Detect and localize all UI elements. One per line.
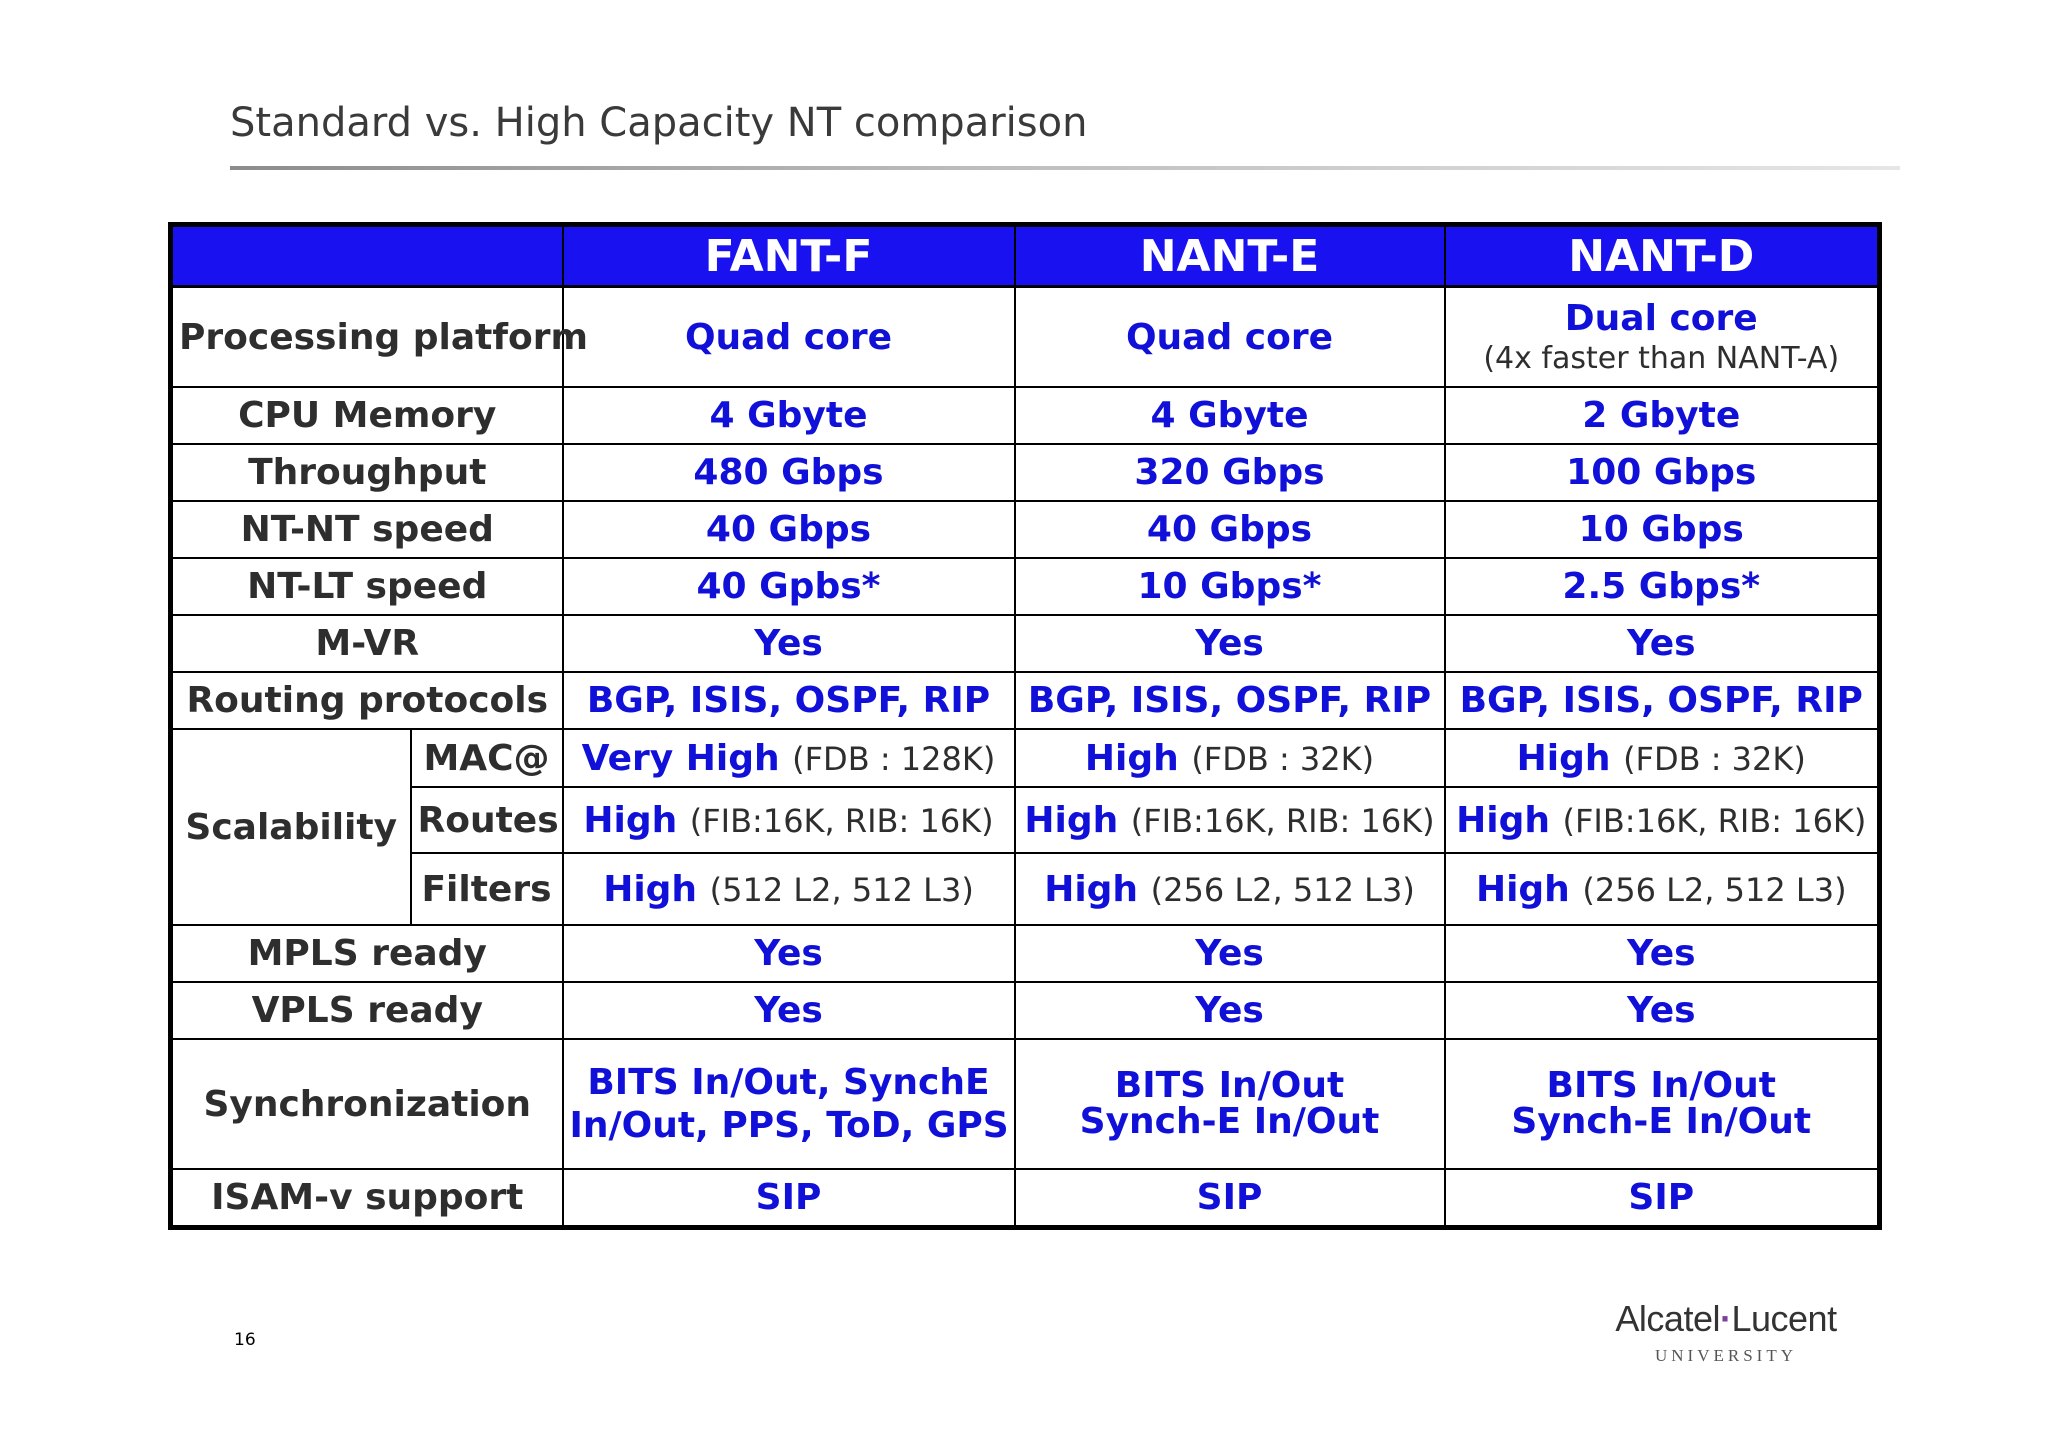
row-label-routing-protocols: Routing protocols: [171, 672, 563, 729]
nant-e-sync-line-1: BITS In/Out: [1114, 1065, 1345, 1106]
sub-label-mac: MAC@: [411, 729, 563, 787]
row-label-nt-lt-speed: NT-LT speed: [171, 558, 563, 615]
cell-nant-d-mpls-ready: Yes: [1445, 925, 1880, 982]
cell-nant-e-filters: [1015, 853, 1445, 925]
cell-nant-e-isam-v-support: SIP: [1015, 1169, 1445, 1228]
row-label-isam-v-support: ISAM-v support: [171, 1169, 563, 1228]
row-label-nt-nt-speed: NT-NT speed: [171, 501, 563, 558]
table-row-scalability-filters: [171, 853, 1880, 925]
cell-nant-e-throughput: 320 Gbps: [1015, 444, 1445, 501]
cell-fant-f-isam-v-support: SIP: [563, 1169, 1015, 1228]
nant-d-filters-note: (256 L2, 512 L3): [1582, 870, 1847, 909]
cell-fant-f-m-vr: Yes: [563, 615, 1015, 672]
table-row-isam-v-support: [171, 1169, 1880, 1228]
row-label-cpu-memory: CPU Memory: [171, 387, 563, 444]
table-row-cpu-memory: [171, 387, 1880, 444]
sub-label-routes: Routes: [411, 787, 563, 853]
table-header-row: [171, 225, 1880, 287]
cell-nant-d-synchronization: [1445, 1039, 1880, 1169]
nant-d-processing-note: (4x faster than NANT-A): [1483, 340, 1840, 376]
logo-wordmark: [1606, 1298, 1846, 1340]
cell-nant-d-filters: [1445, 853, 1880, 925]
fant-f-routes-note: (FIB:16K, RIB: 16K): [689, 801, 994, 840]
fant-f-sync-line-2: In/Out, PPS, ToD, GPS: [569, 1105, 1009, 1146]
row-label-m-vr: M-VR: [171, 615, 563, 672]
header-nant-e: NANT-E: [1015, 225, 1445, 287]
table-row-scalability-routes: [171, 787, 1880, 853]
cell-nant-e-nt-lt-speed: 10 Gbps*: [1015, 558, 1445, 615]
fant-f-sync-line-1: BITS In/Out, SynchE: [587, 1061, 990, 1103]
table-row-routing-protocols: [171, 672, 1880, 729]
row-label-mpls-ready: MPLS ready: [171, 925, 563, 982]
table-row-scalability-mac: [171, 729, 1880, 787]
fant-f-filters-note: (512 L2, 512 L3): [709, 870, 974, 909]
cell-fant-f-filters: [563, 853, 1015, 925]
page-number: 16: [234, 1330, 256, 1350]
table-row-synchronization: [171, 1039, 1880, 1169]
cell-nant-e-cpu-memory: 4 Gbyte: [1015, 387, 1445, 444]
cell-nant-d-processing: [1445, 287, 1880, 388]
nant-e-filters-note: (256 L2, 512 L3): [1150, 870, 1415, 909]
logo-dot-icon: ·: [1719, 1298, 1732, 1339]
cell-nant-d-nt-lt-speed: 2.5 Gbps*: [1445, 558, 1880, 615]
header-corner-cell: [171, 225, 563, 287]
cell-fant-f-mpls-ready: Yes: [563, 925, 1015, 982]
logo-university-text: UNIVERSITY: [1655, 1346, 1797, 1365]
cell-nant-d-m-vr: Yes: [1445, 615, 1880, 672]
cell-fant-f-vpls-ready: Yes: [563, 982, 1015, 1039]
title-underline: [230, 166, 1900, 170]
row-label-synchronization: Synchronization: [171, 1039, 563, 1169]
fant-f-mac-value: Very High: [581, 737, 780, 779]
cell-nant-d-throughput: 100 Gbps: [1445, 444, 1880, 501]
row-label-vpls-ready: VPLS ready: [171, 982, 563, 1039]
table-row-processing: [171, 287, 1880, 388]
nant-d-mac-note: (FDB : 32K): [1623, 739, 1806, 778]
fant-f-filters-value: High: [603, 868, 698, 910]
cell-fant-f-nt-nt-speed: 40 Gbps: [563, 501, 1015, 558]
nant-e-routes-note: (FIB:16K, RIB: 16K): [1130, 801, 1435, 840]
fant-f-routes-value: High: [583, 799, 678, 841]
alcatel-lucent-university-logo: [1606, 1298, 1846, 1366]
cell-fant-f-throughput: 480 Gbps: [563, 444, 1015, 501]
cell-nant-e-mac: [1015, 729, 1445, 787]
table-row-throughput: [171, 444, 1880, 501]
cell-nant-e-mpls-ready: Yes: [1015, 925, 1445, 982]
cell-nant-e-m-vr: Yes: [1015, 615, 1445, 672]
row-label-processing: Processing platform: [171, 287, 563, 388]
slide-title: Standard vs. High Capacity NT comparison: [230, 100, 1088, 146]
nant-d-processing-value: Dual core: [1564, 298, 1758, 340]
sub-label-filters: Filters: [411, 853, 563, 925]
nant-d-filters-value: High: [1475, 868, 1570, 910]
cell-fant-f-routing-protocols: BGP, ISIS, OSPF, RIP: [563, 672, 1015, 729]
cell-fant-f-routes: [563, 787, 1015, 853]
cell-fant-f-processing: Quad core: [563, 287, 1015, 388]
table-row-nt-nt-speed: [171, 501, 1880, 558]
cell-nant-e-nt-nt-speed: 40 Gbps: [1015, 501, 1445, 558]
logo-word-lucent: Lucent: [1731, 1298, 1837, 1339]
cell-fant-f-nt-lt-speed: 40 Gpbs*: [563, 558, 1015, 615]
table-row-mpls-ready: [171, 925, 1880, 982]
nant-d-routes-value: High: [1456, 799, 1550, 841]
nant-e-routes-value: High: [1024, 799, 1119, 841]
cell-nant-d-nt-nt-speed: 10 Gbps: [1445, 501, 1880, 558]
fant-f-mac-note: (FDB : 128K): [792, 739, 996, 778]
table-row-vpls-ready: [171, 982, 1880, 1039]
nant-d-sync-line-2: Synch-E In/Out: [1511, 1101, 1812, 1142]
row-label-scalability: Scalability: [171, 729, 411, 925]
cell-fant-f-cpu-memory: 4 Gbyte: [563, 387, 1015, 444]
cell-nant-d-routing-protocols: BGP, ISIS, OSPF, RIP: [1445, 672, 1880, 729]
row-label-throughput: Throughput: [171, 444, 563, 501]
nant-d-mac-value: High: [1516, 737, 1611, 779]
nant-e-sync-line-2: Synch-E In/Out: [1079, 1101, 1380, 1142]
header-nant-d: NANT-D: [1445, 225, 1880, 287]
nant-e-mac-note: (FDB : 32K): [1191, 739, 1375, 778]
cell-nant-d-isam-v-support: SIP: [1445, 1169, 1880, 1228]
cell-nant-e-routes: [1015, 787, 1445, 853]
cell-nant-d-cpu-memory: 2 Gbyte: [1445, 387, 1880, 444]
cell-fant-f-synchronization: [563, 1039, 1015, 1169]
cell-nant-d-routes: [1445, 787, 1880, 853]
cell-nant-d-vpls-ready: Yes: [1445, 982, 1880, 1039]
nant-e-mac-value: High: [1084, 737, 1179, 779]
table-row-m-vr: [171, 615, 1880, 672]
cell-nant-e-vpls-ready: Yes: [1015, 982, 1445, 1039]
nant-d-routes-note: (FIB:16K, RIB: 16K): [1562, 801, 1867, 840]
nant-d-sync-line-1: BITS In/Out: [1546, 1065, 1776, 1106]
cell-nant-e-processing: Quad core: [1015, 287, 1445, 388]
cell-nant-e-routing-protocols: BGP, ISIS, OSPF, RIP: [1015, 672, 1445, 729]
nant-e-filters-value: High: [1044, 868, 1139, 910]
logo-word-alcatel: Alcatel: [1615, 1298, 1720, 1339]
cell-fant-f-mac: [563, 729, 1015, 787]
comparison-table: [168, 222, 1882, 1230]
table-row-nt-lt-speed: [171, 558, 1880, 615]
cell-nant-d-mac: [1445, 729, 1880, 787]
cell-nant-e-synchronization: [1015, 1039, 1445, 1169]
header-fant-f: FANT-F: [563, 225, 1015, 287]
